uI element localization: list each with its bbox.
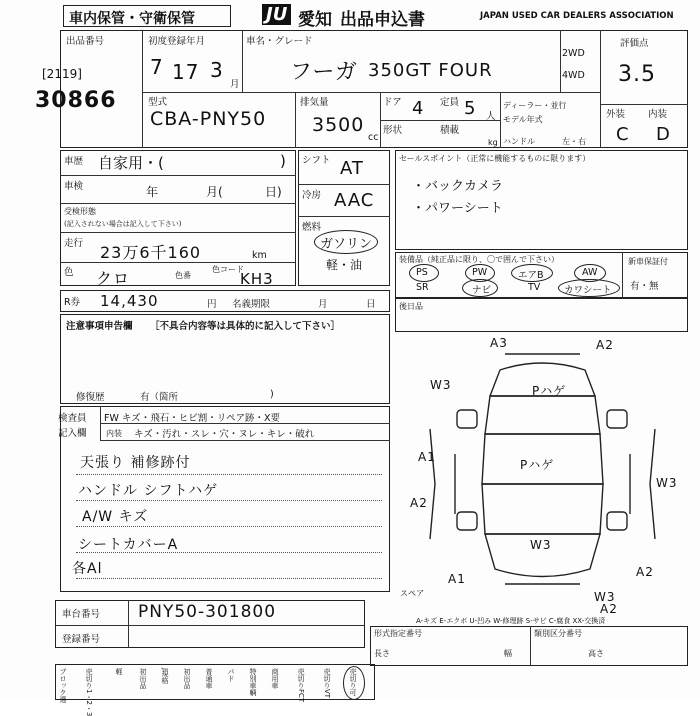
- type-approval-label: 形式指定番号: [374, 629, 422, 638]
- circle-airbag: [511, 264, 553, 282]
- rating-score: 3.5: [618, 62, 656, 87]
- followup-label: 後日品: [399, 302, 423, 311]
- repair-close: ): [270, 389, 274, 400]
- rating-int: D: [656, 124, 671, 145]
- width-label: 幅: [504, 649, 512, 658]
- diagram-mark-w3-bottom: W3: [594, 590, 616, 604]
- inspector-label-1: 検査員: [58, 413, 87, 424]
- damage-legend: A-キズ E-エクボ U-凹み W-修理跡 S-サビ C-腐食 XX-交換済: [416, 617, 606, 625]
- lot-label: 出品番号: [66, 36, 105, 47]
- term-month: 月: [318, 299, 328, 310]
- association-english: JAPAN USED CAR DEALERS ASSOCIATION: [480, 11, 674, 21]
- inspection-month: 月(: [206, 185, 223, 199]
- option-commercial: 商用車: [271, 668, 279, 689]
- category-label: 類別区分番号: [534, 629, 582, 638]
- option-pad: パド: [227, 668, 235, 682]
- first-reg-year: 7: [150, 55, 164, 79]
- ju-logo: JU: [262, 4, 291, 25]
- shape-label: 形状: [383, 125, 403, 136]
- drive-2wd: 2WD: [562, 48, 585, 59]
- fuel-other: 軽・油: [326, 258, 363, 272]
- option-sellout: 売切り1・2・3: [85, 668, 93, 716]
- color-code-label: 色コード: [212, 265, 244, 274]
- car-name: フーガ: [290, 60, 358, 85]
- term-label: 名義期限: [232, 299, 271, 310]
- diagram-mark-w3-trunk: W3: [530, 538, 552, 552]
- notes-label: 注意事項申告欄: [66, 321, 133, 332]
- inspection-label: 車検: [64, 181, 84, 192]
- sales-points-label: セールスポイント（正常に機能するものに限ります）: [399, 154, 591, 163]
- displacement-value: 3500: [312, 114, 365, 136]
- color-number-label: 色番: [175, 271, 191, 280]
- shift-value: AT: [340, 158, 364, 179]
- sales-point-1: ・バックカメラ: [412, 179, 504, 194]
- form-title: 出品申込書: [340, 10, 425, 30]
- usage-label: 車歴: [64, 156, 84, 167]
- model-label: 型式: [148, 97, 168, 108]
- new-warranty-value: 有・無: [630, 281, 659, 292]
- equip-power-seat: カワシート: [564, 285, 612, 296]
- option-first-1: 初出品: [139, 668, 147, 689]
- recycle-unit: 円: [207, 299, 217, 310]
- mileage-label: 走行: [64, 238, 84, 249]
- top-section: [60, 30, 688, 148]
- color-code: KH3: [240, 270, 274, 288]
- usage-value: 自家用・(: [98, 154, 164, 172]
- first-reg-unit: 月: [230, 79, 240, 90]
- doors-value: 4: [412, 98, 425, 119]
- circle-power-seat: [558, 279, 620, 297]
- diagram-mark-p-hood: Pハゲ: [532, 384, 567, 398]
- storage-tag: [63, 5, 231, 27]
- fuel-value: ガソリン: [320, 237, 373, 252]
- option-block: ブロック選: [59, 668, 67, 703]
- option-fct: 売切りFCT: [297, 668, 305, 703]
- registration-label: 登録番号: [62, 634, 101, 645]
- option-vt: 売切りVT: [323, 668, 331, 699]
- reception-label: 受検形態: [64, 207, 96, 216]
- equip-navi: ナビ: [472, 285, 492, 296]
- car-name-label: 車名・グレード: [246, 36, 313, 47]
- mileage-value: 23万6千160: [100, 243, 202, 262]
- new-warranty-label: 新車保証付: [628, 257, 668, 266]
- doors-label: ドア: [383, 97, 402, 108]
- load-kg: kg: [488, 138, 498, 147]
- notes-sub: ［不具合内容等は具体的に記入して下さい］: [150, 321, 341, 332]
- aircon-value: AAC: [334, 190, 375, 211]
- diagram-mark-w3-right: W3: [656, 476, 678, 490]
- shift-label: シフト: [302, 155, 331, 166]
- option-ok: 売切り可: [349, 668, 357, 696]
- handle-value: 左・右: [562, 137, 586, 146]
- inspection-year: 年: [146, 185, 159, 199]
- diagram-mark-a1-left: A1: [418, 450, 436, 464]
- diagram-mark-a2-top: A2: [596, 338, 614, 352]
- diagram-mark-a3-top: A3: [490, 336, 508, 350]
- equip-sr: SR: [416, 282, 429, 293]
- model-year-label: モデル年式: [503, 115, 543, 124]
- model-value: CBA-PNY50: [150, 108, 267, 130]
- diagram-mark-p-roof: Pハゲ: [520, 458, 555, 472]
- length-label: 長さ: [374, 649, 390, 658]
- capacity-label: 定員: [440, 97, 460, 108]
- inspector-label-2: 記入欄: [58, 428, 87, 439]
- fuel-label: 燃料: [302, 222, 322, 233]
- sales-point-2: ・パワーシート: [412, 201, 503, 216]
- handle-label: ハンドル: [503, 137, 535, 146]
- first-reg-month1: 17: [172, 60, 200, 84]
- inspection-day: 日): [265, 185, 282, 199]
- car-grade: 350GT FOUR: [368, 60, 493, 81]
- capacity-value: 5: [464, 98, 477, 119]
- inspector-row-1: FW キズ・飛石・ヒビ割・リペア跡・X要: [104, 413, 281, 424]
- rating-ext: C: [616, 124, 630, 145]
- option-special: 特別車輌: [249, 668, 257, 696]
- equip-aw: AW: [582, 267, 598, 278]
- repair-label: 修復歴: [76, 392, 105, 403]
- org-name: 愛知: [298, 10, 332, 30]
- recycle-label: R券: [64, 297, 81, 308]
- diagram-mark-a2-right: A2: [636, 565, 654, 579]
- diagram-mark-a1-bottom: A1: [448, 572, 466, 586]
- option-first-2: 初出品: [183, 668, 191, 689]
- chassis-label: 車台番号: [62, 609, 101, 620]
- dealer-label: ディーラー・並行: [503, 101, 567, 110]
- diagram-mark-a2-bottom: A2: [600, 602, 618, 616]
- option-normal: 普通車: [205, 668, 213, 689]
- hand-note-1: 天張り 補修跡付: [80, 455, 191, 471]
- lot-number: 30866: [35, 88, 117, 113]
- hand-note-3: A/W キズ: [82, 509, 149, 525]
- displacement-unit: cc: [368, 132, 379, 143]
- hand-note-4: シートカバーA: [78, 537, 179, 553]
- hand-note-2: ハンドル シフトハゲ: [78, 483, 219, 499]
- equip-tv: TV: [528, 282, 541, 293]
- color-label: 色: [64, 267, 74, 278]
- displacement-label: 排気量: [300, 97, 329, 108]
- repair-value: 有（箇所: [140, 392, 179, 403]
- mileage-unit: km: [252, 250, 267, 261]
- circle-navi: [462, 279, 498, 297]
- load-label: 積載: [440, 125, 460, 136]
- diagram-mark-a2-left: A2: [410, 496, 428, 510]
- circle-ps: [409, 264, 439, 282]
- equip-ps: PS: [416, 267, 428, 278]
- usage-close: ): [280, 152, 286, 170]
- aircon-label: 冷房: [302, 190, 322, 201]
- lot-bracket: [2119]: [42, 67, 82, 81]
- spare-label: スペア: [400, 589, 424, 598]
- equipment-label: 装備品（純正品に限り、〇で囲んで下さい）: [399, 255, 559, 264]
- hand-note-5: 各Al: [72, 561, 103, 577]
- color-value: クロ: [96, 269, 131, 288]
- inspector-row-2-label: 内装: [106, 429, 122, 438]
- rating-label: 評価点: [620, 38, 649, 49]
- chassis-value: PNY50-301800: [138, 602, 277, 622]
- option-ok-circle: [343, 666, 365, 700]
- rating-ext-label: 外装: [606, 109, 626, 120]
- rating-int-label: 内装: [648, 109, 668, 120]
- inspector-row-2: キズ・汚れ・スレ・穴・ヌレ・キレ・破れ: [134, 429, 315, 440]
- first-reg-month2: 3: [210, 58, 224, 82]
- term-day: 日: [366, 299, 376, 310]
- recycle-value: 14,430: [100, 292, 159, 310]
- diagram-mark-w3-left: W3: [430, 378, 452, 392]
- capacity-unit: 人: [486, 111, 496, 122]
- option-j: J規格: [161, 668, 169, 685]
- equip-airbag: エアB: [518, 270, 544, 281]
- drive-4wd: 4WD: [562, 70, 585, 81]
- storage-tag-text: 車内保管・守衛保管: [69, 11, 195, 27]
- option-kei: 軽: [115, 668, 123, 675]
- equip-pw: PW: [472, 267, 488, 278]
- first-reg-label: 初度登録年月: [148, 36, 206, 47]
- followup-box: [395, 298, 688, 332]
- height-label: 高さ: [588, 649, 604, 658]
- reception-note: (記入されない場合は記入して下さい): [64, 220, 182, 228]
